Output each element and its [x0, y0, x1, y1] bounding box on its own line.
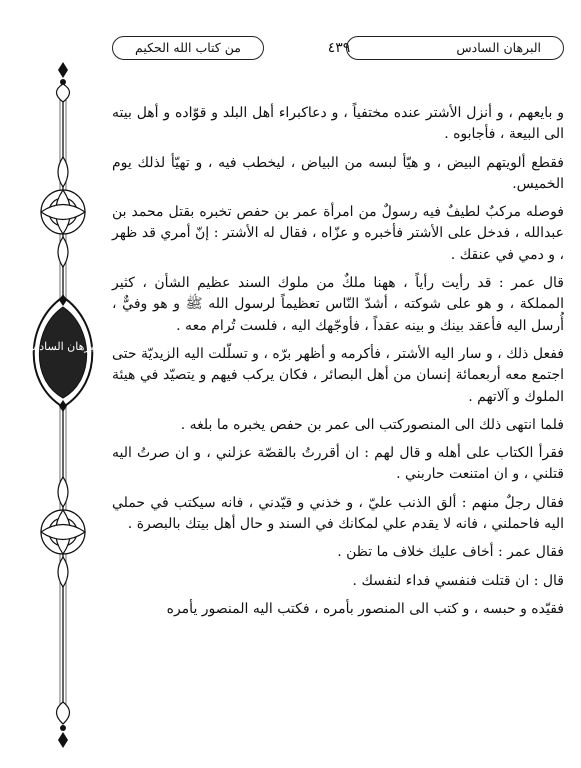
paragraph: قال عمر : قد رأيت رأياً ، ههنا ملكٌ من ملوك السند عظيم الشأن ، كثير المملكة ، و هو على شوكته ، أشدّ النّاس تعظيماً لرسول الله ﷺ و هو وفيٌّ ، أُرسل اليه فأعقد بينك و بينه عقداً ، فأوجّهك اليه ، فلست تُرام معه . — [112, 275, 564, 334]
paragraph: فقيّده و حبسه ، و كتب الى المنصور بأمره ، فكتب اليه المنصور يأمره — [166, 600, 564, 617]
paragraph: قال : ان قتلت فنفسي فداء لنفسك . — [352, 572, 564, 589]
emblem-text: البرهان السادس — [25, 340, 101, 353]
header-chapter-title: البرهان السادس — [346, 36, 564, 60]
paragraph: و بايعهم ، و أنزل الأشتر عنده مختفياً ، و دعاكبراء أهل البلد و قوّاده و أهل بيته الى البيعة ، فأجابوه . — [112, 105, 564, 143]
paragraph: فقال رجلٌ منهم : ألق الذنب عليّ ، و خذني و قيّدني ، فانه سيكتب في حملي اليه فاحملني ، فانه لا يقدم علي لمكانك في السند و حال أهل بيتك بالبصرة . — [112, 494, 564, 533]
paragraph: فقرأ الكتاب على أهله و قال لهم : ان أقررتُ بالقصّة عزلني ، و ان صرتُ اليه قتلني ، و ان امتنعت حاربني . — [112, 445, 564, 483]
paragraph: فقال عمر : أخاف عليك خلاف ما تظن . — [337, 544, 564, 561]
header-book-title: من كتاب الله الحكيم — [112, 36, 264, 60]
paragraph: فلما انتهى ذلك الى المنصوركتب الى عمر بن حفص يخبره ما بلغه . — [180, 416, 564, 433]
bottom-finial-icon — [57, 702, 70, 748]
page-body — [112, 103, 564, 627]
paragraph: فقطع ألويتهم البيض ، و هيّأ لبسه من البياض ، ليخطب فيه ، و تهيّأ لذلك يوم الخميس. — [112, 154, 564, 192]
decorative-border — [18, 62, 108, 752]
lower-medallion-icon — [41, 477, 85, 587]
page-header — [112, 36, 564, 62]
central-cartouche-icon — [26, 294, 100, 412]
upper-medallion-icon — [41, 157, 85, 267]
paragraph: فوصله مركبٌ لطيفٌ فيه رسولٌ من امرأة عمر بن حفص تخبره بقتل محمد بن عبدالله ، فدخل على الأشتر فأخبره و عزّاه ، فقال له الأشتر : إنّ أمري قد ظهر ، و دمي في عنقك . — [112, 204, 564, 263]
paragraph: ففعل ذلك ، و سار اليه الأشتر ، فأكرمه و أظهر برّه ، و تسلّلت اليه الزيديّة حتى اجتمع معه أربعمائة إنسان من أهل البصائر ، فكان يركب فيهم و يتصيّد في هيئة الملوك و آلاتهم . — [112, 345, 564, 405]
top-finial-icon — [57, 62, 70, 102]
page-number: ٤٣٩ — [327, 40, 351, 56]
